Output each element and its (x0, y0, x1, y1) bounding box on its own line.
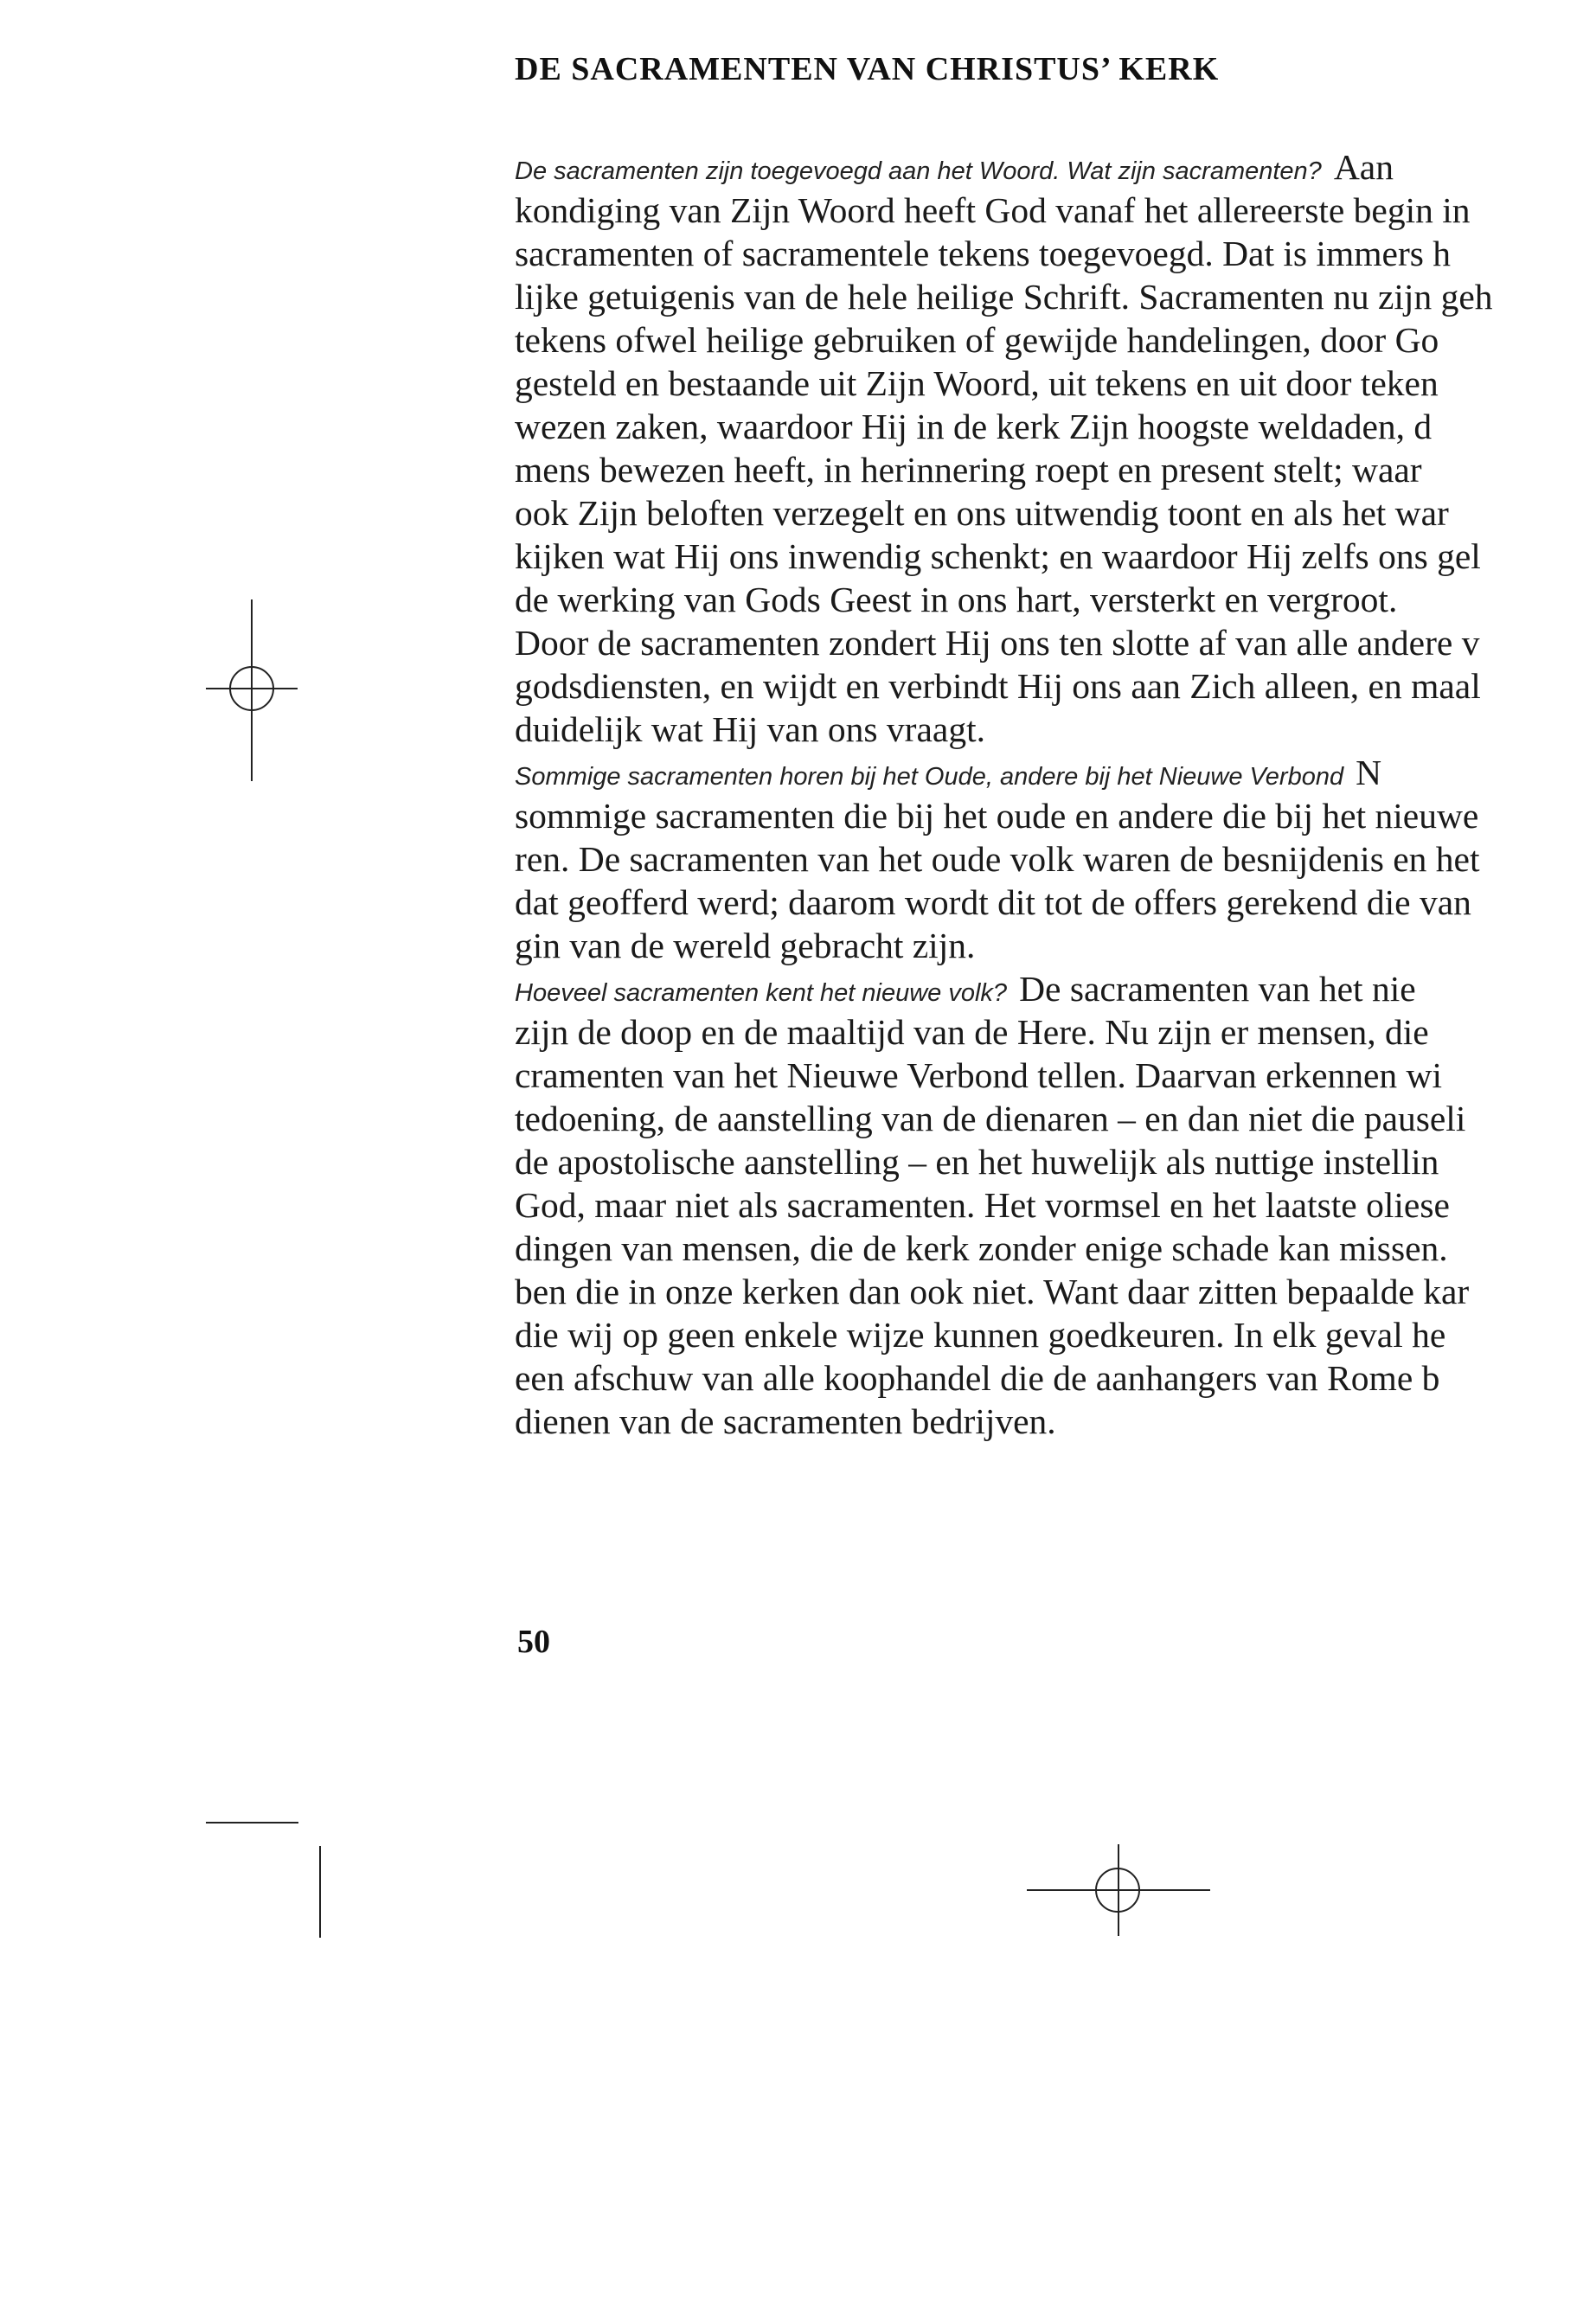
text-line: De sacramenten zijn toegevoegd aan het Woord. Wat zijn sacramenten? Aan (515, 147, 1394, 187)
text-line: een afschuw van alle koophandel die de aanhangers van Rome b (515, 1358, 1440, 1398)
side-heading: De sacramenten zijn toegevoegd aan het Woord. Wat zijn sacramenten? (515, 157, 1322, 185)
chapter-heading: DE SACRAMENTEN VAN CHRISTUS’ KERK (515, 51, 1220, 87)
text-line: ook Zijn beloften verzegelt en ons uitwendig toont en als het war (515, 493, 1449, 533)
text-line: gin van de wereld gebracht zijn. (515, 926, 976, 965)
text-line: wezen zaken, waardoor Hij in de kerk Zijn hoogste weldaden, d (515, 407, 1433, 446)
text-line: tedoening, de aanstelling van de dienaren – en dan niet die pauseli (515, 1099, 1466, 1138)
text-line: sommige sacramenten die bij het oude en andere die bij het nieuwe (515, 796, 1479, 836)
text-line: dingen van mensen, die de kerk zonder enige schade kan missen. (515, 1228, 1448, 1268)
text-line: mens bewezen heeft, in herinnering roept en present stelt; waar (515, 450, 1422, 490)
text-line: de apostolische aanstelling – en het huwelijk als nuttige instellin (515, 1142, 1439, 1182)
text-line: God, maar niet als sacramenten. Het vormsel en het laatste oliese (515, 1185, 1450, 1225)
text-line: ren. De sacramenten van het oude volk waren de besnijdenis en het (515, 839, 1480, 879)
text-line: kijken wat Hij ons inwendig schenkt; en waardoor Hij zelfs ons gel (515, 536, 1481, 576)
text-line: de werking van Gods Geest in ons hart, versterkt en vergroot. (515, 580, 1398, 619)
page-number: 50 (517, 1624, 550, 1660)
text-line: duidelijk wat Hij van ons vraagt. (515, 709, 985, 749)
text-line: Hoeveel sacramenten kent het nieuwe volk? De sacramenten van het nie (515, 969, 1416, 1009)
text-line: lijke getuigenis van de hele heilige Schrift. Sacramenten nu zijn geh (515, 277, 1493, 317)
text-line: gesteld en bestaande uit Zijn Woord, uit tekens en uit door teken (515, 363, 1439, 403)
side-heading: Sommige sacramenten horen bij het Oude, andere bij het Nieuwe Verbond (515, 763, 1344, 791)
text-line: ben die in onze kerken dan ook niet. Want daar zitten bepaalde kar (515, 1272, 1470, 1311)
side-heading: Hoeveel sacramenten kent het nieuwe volk? (515, 979, 1008, 1007)
text-line: godsdiensten, en wijdt en verbindt Hij ons aan Zich alleen, en maal (515, 666, 1481, 706)
text-line: kondiging van Zijn Woord heeft God vanaf het allereerste begin in (515, 190, 1471, 230)
text-line: dat geofferd werd; daarom wordt dit tot de offers gerekend die van (515, 882, 1471, 922)
text-line: zijn de doop en de maaltijd van de Here. Nu zijn er mensen, die (515, 1012, 1429, 1052)
text-line: cramenten van het Nieuwe Verbond tellen. Daarvan erkennen wi (515, 1055, 1443, 1095)
text-line: Sommige sacramenten horen bij het Oude, andere bij het Nieuwe Verbond N (515, 753, 1382, 792)
text-line: dienen van de sacramenten bedrijven. (515, 1401, 1056, 1441)
text-line: tekens ofwel heilige gebruiken of gewijde handelingen, door Go (515, 320, 1439, 360)
text-line: Door de sacramenten zondert Hij ons ten slotte af van alle andere v (515, 623, 1480, 663)
body-text (515, 145, 1596, 1443)
text-line: die wij op geen enkele wijze kunnen goedkeuren. In elk geval he (515, 1315, 1446, 1355)
text-line: sacramenten of sacramentele tekens toegevoegd. Dat is immers h (515, 234, 1452, 273)
